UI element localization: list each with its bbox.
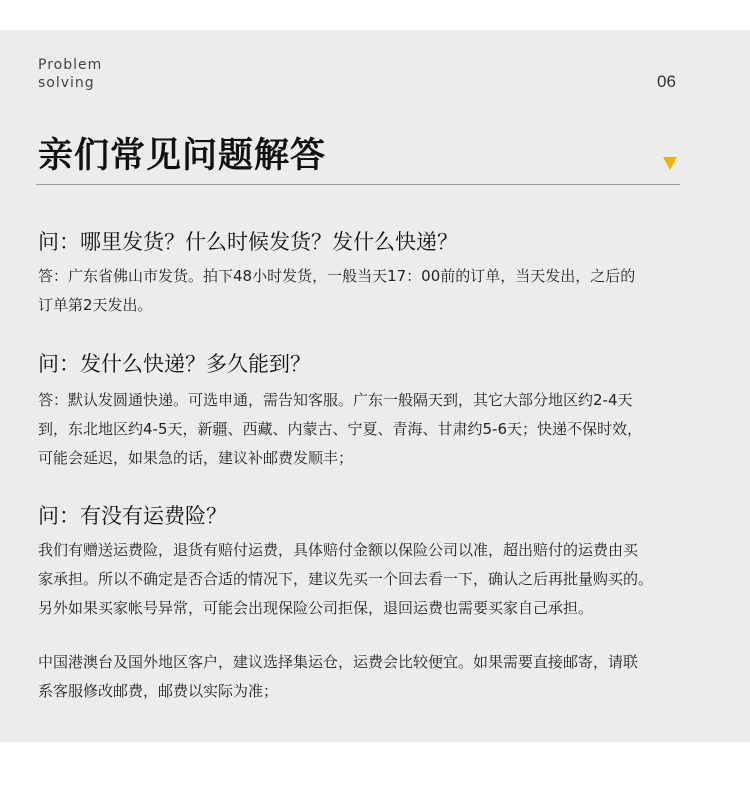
faq-answer-2-line: 答：默认发圆通快递。可选申通，需告知客服。广东一般隔天到，其它大部分地区约2-4天 bbox=[38, 391, 633, 409]
faq-answer-1-line: 订单第2天发出。 bbox=[38, 296, 153, 314]
faq-answer-1 bbox=[38, 262, 718, 320]
faq-answer-3-line: 我们有赠送运费险，退货有赔付运费，具体赔付金额以保险公司以准，超出赔付的运费由买 bbox=[38, 541, 639, 559]
faq-answer-3 bbox=[38, 536, 718, 623]
faq-answer-3-line: 另外如果买家帐号异常，可能会出现保险公司拒保，退回运费也需要买家自己承担。 bbox=[38, 599, 594, 617]
faq-question-1: 问：哪里发货？什么时候发货？发什么快递？ bbox=[38, 230, 458, 254]
shipping-note-line: 中国港澳台及国外地区客户，建议选择集运仓，运费会比较便宜。如果需要直接邮寄，请联 bbox=[38, 653, 639, 671]
faq-answer-3-line: 家承担。所以不确定是否合适的情况下，建议先买一个回去看一下，确认之后再批量购买的。 bbox=[38, 570, 654, 588]
faq-answer-2 bbox=[38, 386, 718, 473]
triangle-down-icon bbox=[663, 157, 677, 170]
faq-answer-2-line: 到，东北地区约4-5天，新疆、西藏、内蒙古、宁夏、青海、甘肃约5-6天；快递不保时效， bbox=[38, 420, 643, 438]
page-number: 06 bbox=[657, 72, 676, 91]
english-subtitle-line2: solving bbox=[38, 75, 95, 91]
shipping-note-line: 系客服修改邮费，邮费以实际为准； bbox=[38, 682, 279, 700]
english-subtitle-line1: Problem bbox=[38, 57, 103, 73]
title-divider bbox=[36, 184, 680, 185]
faq-question-3: 问：有没有运费险？ bbox=[38, 504, 227, 528]
page-title: 亲们常见问题解答 bbox=[38, 136, 327, 176]
faq-answer-2-line: 可能会延迟，如果急的话，建议补邮费发顺丰； bbox=[38, 449, 354, 467]
faq-question-2: 问：发什么快递？多久能到？ bbox=[38, 352, 311, 376]
english-subtitle bbox=[38, 56, 102, 92]
faq-answer-1-line: 答：广东省佛山市发货。拍下48小时发货，一般当天17：00前的订单，当天发出，之后的 bbox=[38, 267, 636, 285]
shipping-note bbox=[38, 648, 718, 706]
